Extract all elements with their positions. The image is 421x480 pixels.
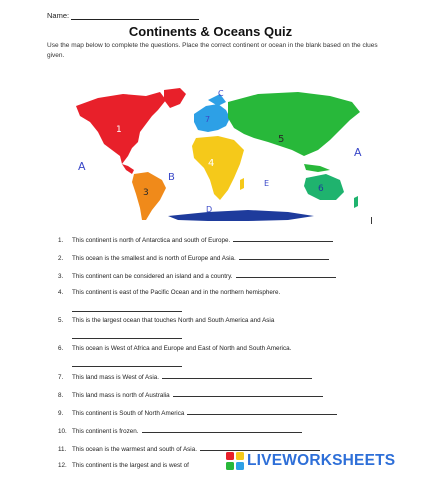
answer-blank[interactable] xyxy=(72,311,182,312)
question-text: This continent can be considered an island and a country. xyxy=(72,273,233,280)
question-number: 4. xyxy=(58,289,64,296)
question-text: This ocean is West of Africa and Europe and East of North and South America. xyxy=(72,345,292,352)
question-item xyxy=(58,235,333,244)
map-label-i: I xyxy=(370,216,373,224)
liveworksheets-badge-icon xyxy=(226,452,244,470)
question-number: 1. xyxy=(58,237,64,244)
question-number: 11. xyxy=(58,446,67,453)
map-label-africa: 4 xyxy=(208,158,215,169)
name-line xyxy=(47,11,199,20)
question-text: This land mass is north of Australia xyxy=(72,392,170,399)
answer-blank[interactable] xyxy=(187,408,337,415)
map-label-d: D xyxy=(206,205,213,214)
answer-blank[interactable] xyxy=(173,390,323,397)
question-number: 2. xyxy=(58,255,64,262)
question-item xyxy=(58,426,302,435)
question-item xyxy=(58,289,280,296)
antarctica-shape xyxy=(168,210,314,221)
question-text: This continent is South of North America xyxy=(72,410,185,417)
greenland-shape xyxy=(164,88,186,108)
question-text: This continent is north of Antarctica and south of Europe. xyxy=(72,237,231,244)
africa-shape xyxy=(192,136,244,200)
map-label-pacific-east: A xyxy=(354,146,362,159)
map-label-c: C xyxy=(218,89,224,98)
question-number: 3. xyxy=(58,273,64,280)
question-number: 6. xyxy=(58,345,64,352)
map-label-asia: 5 xyxy=(278,134,285,145)
australia-shape xyxy=(304,174,344,200)
new-zealand-shape xyxy=(354,196,358,208)
map-label-atlantic-west: A xyxy=(78,160,86,173)
map-label-b: B xyxy=(168,172,175,183)
question-number: 7. xyxy=(58,374,64,381)
liveworksheets-wordmark: LIVEWORKSHEETS xyxy=(247,452,396,469)
madagascar-shape xyxy=(240,178,244,190)
map-label-europe: 7 xyxy=(205,115,211,124)
central-america-shape xyxy=(122,164,134,174)
map-label-north-america: 1 xyxy=(116,125,122,135)
map-label-e: E xyxy=(264,179,270,188)
answer-blank[interactable] xyxy=(233,235,333,242)
liveworksheets-logo[interactable] xyxy=(226,450,395,472)
question-item xyxy=(58,345,291,352)
islands-shape xyxy=(304,164,330,172)
question-item xyxy=(58,271,336,280)
name-label: Name: xyxy=(47,11,70,20)
question-item xyxy=(58,408,337,417)
question-number: 9. xyxy=(58,410,64,417)
question-item xyxy=(58,317,274,324)
name-blank[interactable] xyxy=(71,11,199,20)
question-text: This ocean is the warmest and south of Asia. xyxy=(72,446,197,453)
page-title: Continents & Oceans Quiz xyxy=(128,24,293,39)
map-label-australia: 6 xyxy=(318,184,324,194)
question-number: 12. xyxy=(58,462,67,469)
asia-shape xyxy=(228,92,360,156)
question-text: This continent is frozen. xyxy=(72,428,139,435)
question-item xyxy=(58,390,323,399)
answer-blank[interactable] xyxy=(72,338,182,339)
question-number: 5. xyxy=(58,317,64,324)
world-map xyxy=(68,84,378,224)
question-number: 8. xyxy=(58,392,64,399)
answer-blank[interactable] xyxy=(236,271,336,278)
question-text: This continent is the largest and is west of xyxy=(72,462,189,469)
question-text: This continent is east of the Pacific Ocean and in the northern hemisphere. xyxy=(72,289,281,296)
europe-shape xyxy=(194,104,230,132)
answer-blank[interactable] xyxy=(162,372,312,379)
question-item xyxy=(58,462,189,469)
south-america-shape xyxy=(132,172,166,220)
question-number: 10. xyxy=(58,428,67,435)
answer-blank[interactable] xyxy=(239,253,329,260)
map-label-south-america: 3 xyxy=(143,188,149,198)
answer-blank[interactable] xyxy=(72,366,182,367)
world-map-svg xyxy=(68,84,378,224)
answer-blank[interactable] xyxy=(142,426,302,433)
instructions: Use the map below to complete the questions. Place the correct continent or ocean in the blank based on the clues given. xyxy=(47,42,378,59)
question-text: This is the largest ocean that touches North and South America and Asia xyxy=(72,317,275,324)
question-item xyxy=(58,253,329,262)
question-item xyxy=(58,372,312,381)
question-text: This land mass is West of Asia. xyxy=(72,374,160,381)
question-text: This ocean is the smallest and is north of Europe and Asia. xyxy=(72,255,236,262)
